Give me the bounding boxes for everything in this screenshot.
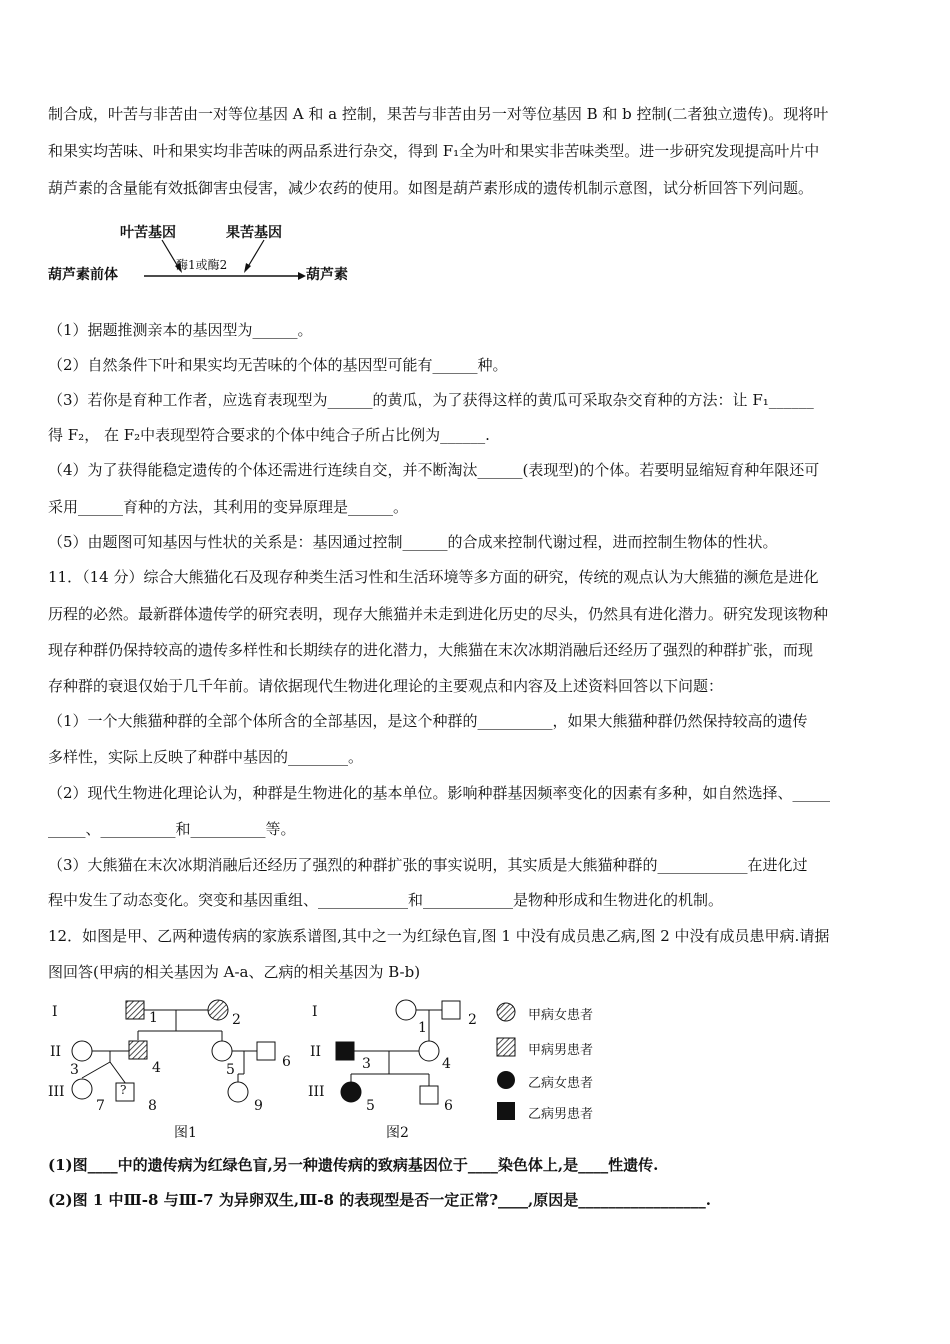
fig1-gen-2: II <box>50 1044 62 1060</box>
fig2-member-3 <box>336 1042 354 1060</box>
q12-item-1: (1)图____中的遗传病为红绿色盲,另一种遗传病的致病基因位于____染色体上,是____性遗传. <box>48 1156 659 1174</box>
fig1-gen-1: I <box>52 1004 58 1020</box>
q11-item-2a: （2）现代生物进化理论认为，种群是生物进化的基本单位。影响种群基因频率变化的因素有多种，如自然选择、_____ <box>48 784 831 802</box>
mechanism-diagram <box>44 218 364 292</box>
fig1-gen-3: III <box>48 1084 65 1100</box>
fig1-member-4 <box>129 1041 147 1059</box>
fig1-id-4: 4 <box>152 1060 161 1076</box>
intro-line-2: 和果实均苦味、叶和果实均非苦味的两品系进行杂交，得到 F₁全为叶和果实非苦味类型。进一步研究发现提高叶片中 <box>48 142 820 160</box>
q11-item-2b: _____、__________和__________等。 <box>48 820 296 838</box>
fig2-id-1: 1 <box>418 1020 427 1036</box>
fig1-member-7 <box>72 1079 92 1099</box>
pedigree-figure <box>44 994 624 1144</box>
fig2-gen-3: III <box>308 1084 325 1100</box>
fig2-member-6 <box>420 1086 438 1104</box>
q10-item-3a: （3）若你是育种工作者，应选育表现型为______的黄瓜，为了获得这样的黄瓜可采取杂交育种的方法：让 F₁______ <box>48 391 814 409</box>
fig2-member-4 <box>419 1041 439 1061</box>
q11-line-1: 11．（14 分）综合大熊猫化石及现存种类生活习性和生活环境等多方面的研究，传统的观点认为大熊猫的濒危是进化 <box>48 568 819 586</box>
q11-line-2: 历程的必然。最新群体遗传学的研究表明，现存大熊猫并未走到进化历史的尽头，仍然具有进化潜力。研究发现该物种 <box>48 605 829 623</box>
q10-item-1: （1）据题推测亲本的基因型为______。 <box>48 321 313 339</box>
fig1-id-3: 3 <box>70 1062 79 1078</box>
fig2-member-5 <box>341 1082 361 1102</box>
leaf-bitter-gene-label: 叶苦基因 <box>120 225 176 241</box>
q10-item-4a: （4）为了获得能稳定遗传的个体还需进行连续自交，并不断淘汰______(表现型)的个体。若要明显缩短育种年限还可 <box>48 461 820 479</box>
legend-symbol-b-male <box>497 1102 515 1120</box>
legend-a-male: 甲病男患者 <box>528 1043 594 1058</box>
fig1-unknown-mark: ? <box>120 1083 127 1097</box>
product-label: 葫芦素 <box>306 267 348 283</box>
intro-line-3: 葫芦素的含量能有效抵御害虫侵害，减少农药的使用。如图是葫芦素形成的遗传机制示意图，试分析回答下列问题。 <box>48 179 814 197</box>
q11-item-1b: 多样性，实际上反映了种群中基因的________。 <box>48 748 364 766</box>
fig1-id-5: 5 <box>226 1062 235 1078</box>
legend-symbol-b-female <box>497 1071 515 1089</box>
intro-line-1: 制合成，叶苦与非苦由一对等位基因 A 和 a 控制，果苦与非苦由另一对等位基因 B 和 b 控制(二者独立遗传)。现将叶 <box>48 105 829 123</box>
q11-line-4: 存种群的衰退仅始于几千年前。请依据现代生物进化理论的主要观点和内容及上述资料回答以下问题： <box>48 677 724 695</box>
fig1-member-1 <box>126 1001 144 1019</box>
q10-item-2: （2）自然条件下叶和果实均无苦味的个体的基因型可能有______种。 <box>48 356 508 374</box>
fig1-id-7: 7 <box>96 1098 105 1114</box>
fig2-member-2 <box>442 1001 460 1019</box>
legend-symbol-a-female <box>497 1003 515 1021</box>
q12-line-2: 图回答(甲病的相关基因为 A-a、乙病的相关基因为 B-b) <box>48 963 421 981</box>
q11-item-3b: 程中发生了动态变化。突变和基因重组、____________和____________是物种形成和生物进化的机制。 <box>48 891 724 909</box>
legend-symbol-a-male <box>497 1038 515 1056</box>
fig1-id-2: 2 <box>232 1012 241 1028</box>
fig2-id-3: 3 <box>362 1056 371 1072</box>
fig1-id-9: 9 <box>254 1098 263 1114</box>
q10-item-3b: 得 F₂， 在 F₂中表现型符合要求的个体中纯合子所占比例为______. <box>48 426 490 444</box>
fig2-id-4: 4 <box>442 1056 451 1072</box>
enzyme-label: 酶1或酶2 <box>176 258 228 272</box>
legend-b-female: 乙病女患者 <box>528 1076 594 1091</box>
q12-line-1: 12．如图是甲、乙两种遗传病的家族系谱图,其中之一为红绿色盲,图 1 中没有成员患乙病,图 2 中没有成员患甲病.请据 <box>48 927 830 945</box>
fig2-id-5: 5 <box>366 1098 375 1114</box>
q11-line-3: 现存种群仍保持较高的遗传多样性和长期续存的进化潜力，大熊猫在末次冰期消融后还经历了强烈的种群扩张，而现 <box>48 641 814 659</box>
fig1-id-8: 8 <box>148 1098 157 1114</box>
fig1-member-6 <box>257 1042 275 1060</box>
fig2-member-1 <box>396 1000 416 1020</box>
fig1-id-6: 6 <box>282 1054 291 1070</box>
fig1-member-5 <box>212 1041 232 1061</box>
fig2-gen-1: I <box>312 1004 318 1020</box>
legend-b-male: 乙病男患者 <box>528 1107 594 1122</box>
fig2-gen-2: II <box>310 1044 322 1060</box>
precursor-label: 葫芦素前体 <box>48 267 118 283</box>
q10-item-5: （5）由题图可知基因与性状的关系是：基因通过控制______的合成来控制代谢过程，进而控制生物体的性状。 <box>48 533 778 551</box>
fig2-caption: 图2 <box>386 1125 409 1141</box>
fig1-member-3 <box>72 1041 92 1061</box>
q11-item-3a: （3）大熊猫在末次冰期消融后还经历了强烈的种群扩张的事实说明，其实质是大熊猫种群的____________在进化过 <box>48 856 808 874</box>
fig1-member-2 <box>208 1000 228 1020</box>
q12-item-2: (2)图 1 中Ⅲ-8 与Ⅲ-7 为异卵双生,Ⅲ-8 的表现型是否一定正常?____,原因是_________________. <box>48 1191 711 1209</box>
fig1-member-9 <box>228 1082 248 1102</box>
fig2-id-2: 2 <box>468 1012 477 1028</box>
fig1-caption: 图1 <box>174 1125 197 1141</box>
legend-a-female: 甲病女患者 <box>528 1008 594 1023</box>
q10-item-4b: 采用______育种的方法，其利用的变异原理是______。 <box>48 498 409 516</box>
q11-item-1a: （1）一个大熊猫种群的全部个体所含的全部基因，是这个种群的__________，如果大熊猫种群仍然保持较高的遗传 <box>48 712 808 730</box>
fig2-id-6: 6 <box>444 1098 453 1114</box>
fig1-id-1: 1 <box>149 1010 158 1026</box>
fruit-bitter-gene-label: 果苦基因 <box>226 225 282 241</box>
